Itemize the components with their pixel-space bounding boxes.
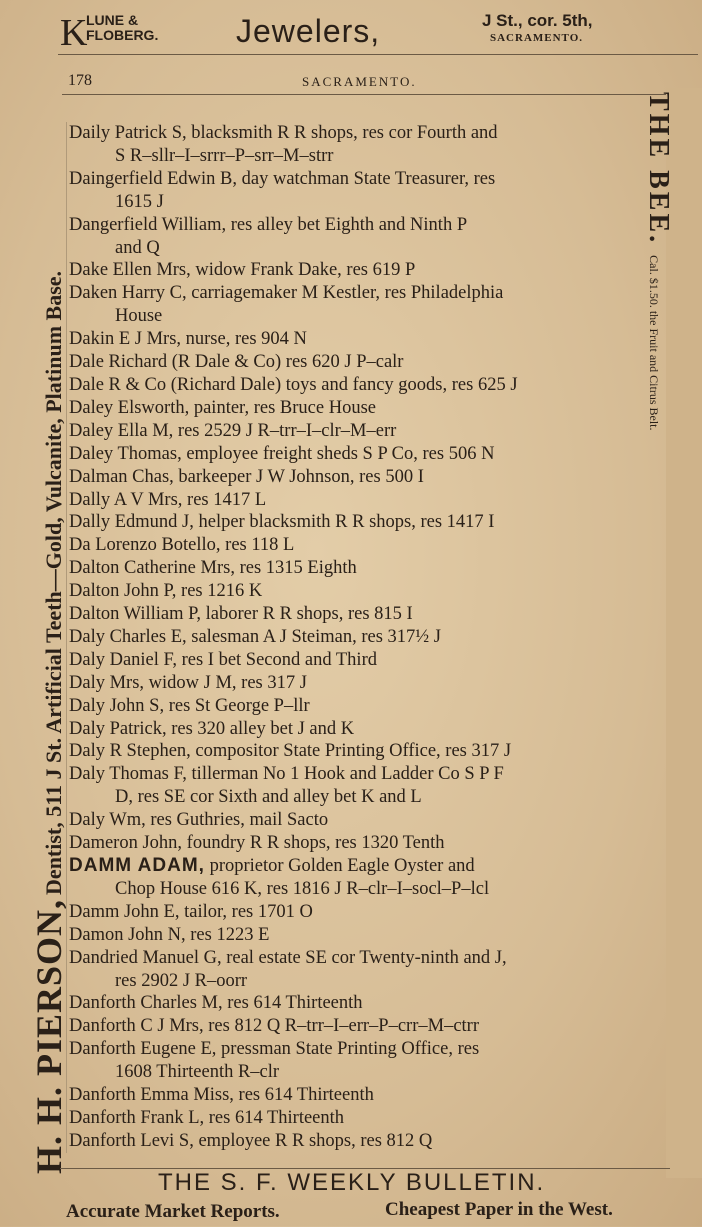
entry-bold-name: DAMM ADAM, bbox=[69, 855, 205, 876]
banner-jewelers: Jewelers, bbox=[236, 13, 381, 49]
directory-entry bbox=[66, 1107, 666, 1130]
entry-text: proprietor Golden Eagle Oyster and bbox=[204, 856, 475, 876]
entry-text: Daken Harry C, carriagemaker M Kestler, res Philadelphia bbox=[69, 283, 504, 304]
page-header bbox=[62, 68, 667, 95]
directory-entry bbox=[66, 534, 666, 557]
entry-text: Daley Elsworth, painter, res Bruce House bbox=[69, 397, 376, 418]
directory-entry bbox=[66, 718, 666, 741]
entry-text: Danforth Eugene E, pressman State Printing Office, res bbox=[69, 1039, 480, 1060]
entry-text: Daley Ella M, res 2529 J R–trr–I–clr–M–err bbox=[69, 420, 397, 441]
directory-entry bbox=[66, 420, 666, 443]
directory-entry bbox=[66, 603, 666, 626]
banner-big-k: K bbox=[60, 12, 88, 54]
entry-text: Daly Charles E, salesman A J Steiman, res 317½ J bbox=[69, 626, 442, 647]
directory-entry bbox=[66, 214, 666, 260]
entry-text: Daly John S, res St George P–llr bbox=[69, 695, 310, 716]
directory-entry bbox=[66, 397, 666, 420]
right-ad-sub: Cal. $1.50. the Fruit and Citrus Belt. bbox=[647, 255, 661, 431]
entry-text: Dalman Chas, barkeeper J W Johnson, res 500 I bbox=[69, 466, 424, 487]
directory-entries bbox=[66, 122, 666, 1153]
left-margin-ad bbox=[0, 54, 69, 1194]
entry-text: Dally Edmund J, helper blacksmith R R shops, res 1417 I bbox=[69, 512, 495, 533]
entry-text: Daingerfield Edwin B, day watchman State Treasurer, res bbox=[69, 168, 496, 189]
directory-entry bbox=[66, 695, 666, 718]
footer-left: Accurate Market Reports. bbox=[66, 1201, 280, 1222]
entry-text: Danforth Emma Miss, res 614 Thirteenth bbox=[69, 1085, 374, 1106]
directory-entry bbox=[66, 672, 666, 695]
directory-entry bbox=[66, 832, 666, 855]
directory-entry bbox=[66, 924, 666, 947]
directory-entry bbox=[66, 740, 666, 763]
entry-text: Daly Wm, res Guthries, mail Sacto bbox=[69, 810, 329, 831]
entry-text: Daly Patrick, res 320 alley bet J and K bbox=[69, 718, 355, 739]
directory-entry bbox=[66, 1038, 666, 1084]
entry-text: Damm John E, tailor, res 1701 O bbox=[69, 901, 313, 922]
entry-text: Daily Patrick S, blacksmith R R shops, res cor Fourth and bbox=[69, 123, 498, 143]
entry-text: Danforth Frank L, res 614 Thirteenth bbox=[69, 1107, 345, 1128]
entry-continuation: S R–sllr–I–srrr–P–srr–M–strr bbox=[115, 145, 334, 166]
entry-text: Daly Daniel F, res I bet Second and Third bbox=[69, 649, 377, 670]
directory-entry bbox=[66, 282, 666, 328]
directory-entry bbox=[66, 901, 666, 924]
entry-text: Dangerfield William, res alley bet Eighth and Ninth P bbox=[69, 214, 468, 235]
directory-entry bbox=[66, 511, 666, 534]
entry-text: Daly R Stephen, compositor State Printing Office, res 317 J bbox=[69, 741, 512, 762]
banner-city: SACRAMENTO. bbox=[490, 32, 584, 44]
right-ad-text: THE BEE. bbox=[643, 92, 674, 246]
entry-text: Dale R & Co (Richard Dale) toys and fancy goods, res 625 J bbox=[69, 374, 518, 395]
entry-text: Da Lorenzo Botello, res 118 L bbox=[69, 535, 295, 556]
entry-text: Danforth Charles M, res 614 Thirteenth bbox=[69, 993, 363, 1014]
page-title: SACRAMENTO. bbox=[302, 74, 417, 89]
left-ad-text: Dentist, 511 J St. Artificial Teeth—Gold, Vulcanite, Platinum Base. bbox=[41, 270, 66, 895]
entry-text: Daly Mrs, widow J M, res 317 J bbox=[69, 672, 307, 693]
banner-address: J St., cor. 5th, bbox=[482, 11, 593, 30]
directory-entry bbox=[66, 626, 666, 649]
entry-text: Dake Ellen Mrs, widow Frank Dake, res 619 P bbox=[69, 260, 416, 281]
right-margin-ad bbox=[643, 88, 702, 1178]
footer-right: Cheapest Paper in the West. bbox=[385, 1199, 613, 1220]
directory-entry bbox=[66, 1130, 666, 1153]
entry-continuation: res 2902 J R–oorr bbox=[115, 970, 248, 991]
entry-continuation: House bbox=[115, 306, 163, 327]
entry-text: Dandried Manuel G, real estate SE cor Twenty-ninth and J, bbox=[69, 947, 507, 968]
directory-entry bbox=[66, 855, 666, 901]
entry-text: Dalton William P, laborer R R shops, res 815 I bbox=[69, 604, 413, 625]
directory-entry bbox=[66, 443, 666, 466]
entry-text: Daly Thomas F, tillerman No 1 Hook and Ladder Co S P F bbox=[69, 764, 504, 785]
directory-entry bbox=[66, 328, 666, 351]
entry-text: Damon John N, res 1223 E bbox=[69, 924, 270, 945]
entry-text: Danforth C J Mrs, res 812 Q R–trr–I–err–P–crr–M–ctrr bbox=[69, 1016, 479, 1037]
entry-continuation: Chop House 616 K, res 1816 J R–clr–I–socl–P–lcl bbox=[115, 878, 490, 899]
entry-continuation: and Q bbox=[115, 237, 160, 258]
entry-continuation: 1615 J bbox=[115, 191, 164, 212]
directory-entry bbox=[66, 374, 666, 397]
directory-entry bbox=[66, 168, 666, 214]
banner-firm-name: LUNE & FLOBERG. bbox=[86, 12, 159, 43]
entry-text: Dakin E J Mrs, nurse, res 904 N bbox=[69, 329, 307, 350]
directory-entry bbox=[66, 557, 666, 580]
directory-entry bbox=[66, 992, 666, 1015]
directory-entry bbox=[66, 466, 666, 489]
left-ad-name: H. H. PIERSON, bbox=[29, 898, 69, 1174]
directory-entry bbox=[66, 649, 666, 672]
entry-text: Dale Richard (R Dale & Co) res 620 J P–calr bbox=[69, 352, 404, 373]
entry-text: Danforth Levi S, employee R R shops, res 812 Q bbox=[69, 1130, 433, 1151]
directory-entry bbox=[66, 809, 666, 832]
entry-text: Dalton John P, res 1216 K bbox=[69, 581, 263, 602]
page-number: 178 bbox=[68, 72, 92, 89]
entry-continuation: D, res SE cor Sixth and alley bet K and L bbox=[115, 787, 422, 808]
top-banner-ad bbox=[58, 6, 698, 55]
directory-entry bbox=[66, 1015, 666, 1038]
entry-text: Dameron John, foundry R R shops, res 1320 Tenth bbox=[69, 833, 445, 854]
entry-text: Dalton Catherine Mrs, res 1315 Eighth bbox=[69, 558, 357, 579]
directory-entry bbox=[66, 1084, 666, 1107]
footer-title: THE S. F. WEEKLY BULLETIN. bbox=[158, 1169, 546, 1196]
directory-entry bbox=[66, 489, 666, 512]
directory-entry bbox=[66, 122, 666, 168]
footer-ad bbox=[60, 1168, 670, 1227]
entry-text: Daley Thomas, employee freight sheds S P Co, res 506 N bbox=[69, 443, 495, 464]
directory-entry bbox=[66, 580, 666, 603]
directory-entry bbox=[66, 763, 666, 809]
directory-entry bbox=[66, 351, 666, 374]
directory-entry bbox=[66, 259, 666, 282]
directory-entry bbox=[66, 947, 666, 993]
entry-continuation: 1608 Thirteenth R–clr bbox=[115, 1062, 280, 1083]
entry-text: Dally A V Mrs, res 1417 L bbox=[69, 489, 267, 510]
